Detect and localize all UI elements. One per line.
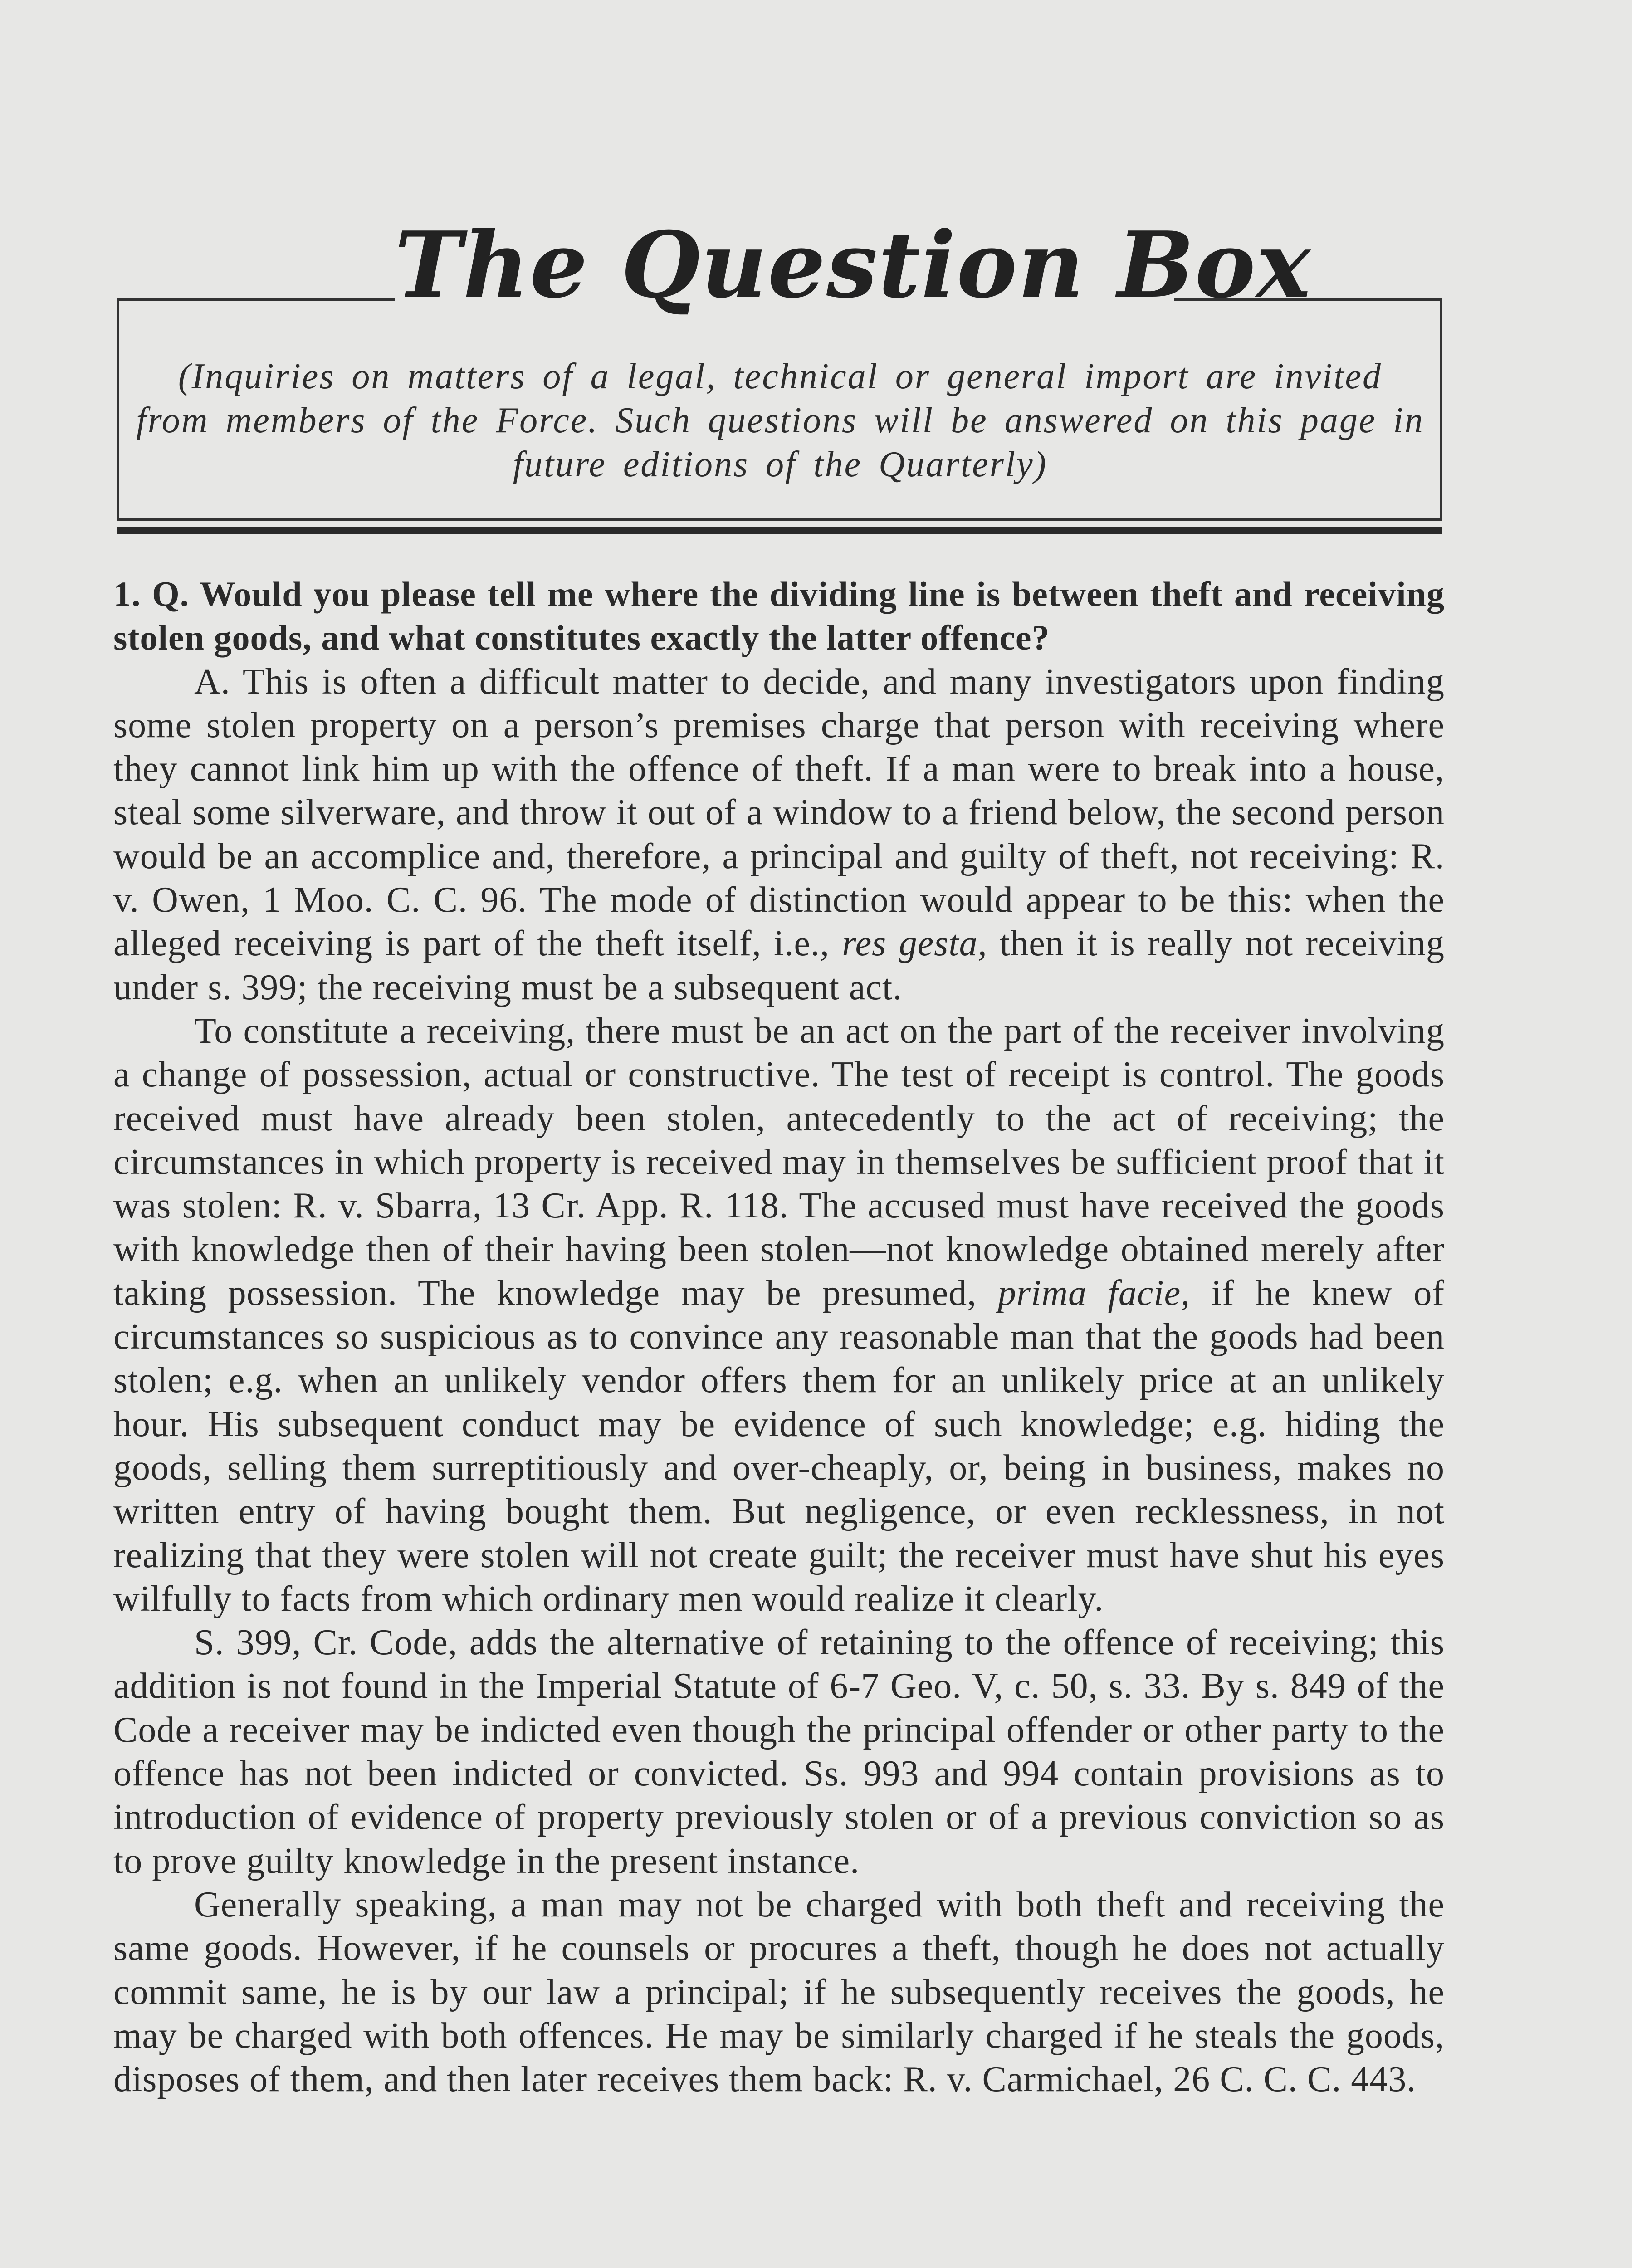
answer-p2-text-end: if he knew of circumstances so suspicious as to convince any reasonable man that the goods had been stolen; e.g. when an unlikely vendor offers them for an unlikely price at an unlikely hour. His subsequent conduct may be evidence of such knowledge; e.g. hiding the goods, selling them surreptitiously and over-cheaply, or, being in business, makes no written entry of having bought them. But negligence, or even recklessness, in not realizing that they were stolen will not create guilt; the receiver must have shut his eyes wilfully to facts from which ordinary men would realize it clearly. [113,1273,1445,1619]
answer-paragraph-3: S. 399, Cr. Code, adds the alternative of retaining to the offence of receiving; this addition is not found in the Imperial Statute of 6-7 Geo. V, c. 50, s. 33. By s. 849 of the Code a receiver may be indicted even though the principal offender or other party to the offence has not been indicted or convicted. Ss. 993 and 994 contain provisions as to introduction of evidence of property previously stolen or of a previous conviction so as to prove guilty knowledge in the present instance. [113,1623,1445,1881]
answer-paragraph-1 [113,660,1445,1009]
header-divider [117,527,1442,534]
article-body [113,572,1445,2101]
answer-paragraph-2 [113,1009,1445,1621]
intro-text: (Inquiries on matters of a legal, technical or general import are invited from members of the Force. Such questions will be answered on this page in future editions of the Quarterly) [136,357,1424,484]
page-title: The Question Box [395,212,1312,318]
question-text: 1. Q. Would you please tell me where the dividing line is between theft and receiving stolen goods, and what constitutes exactly the latter offence? [113,574,1445,658]
answer-p1-text: A. This is often a difficult matter to decide, and many investigators upon finding some stolen property on a person’s premises charge that person with receiving where they cannot link him up with the offence of theft. If a man were to break into a house, steal some silverware, and throw it out of a window to a friend below, the second person would be an accomplice and, therefore, a principal and guilty of theft, not receiving: R. v. Owen, 1 Moo. C. C. 96. The mode of distinction would appear to be this: when the alleged receiving is part of the theft itself, i.e., [113,661,1445,964]
answer-p1-italic: res gesta, [842,924,987,964]
answer-p2-text: To constitute a receiving, there must be an act on the part of the receiver involving a change of possession, actual or constructive. The test of receipt is control. The goods received must have already been stolen, antecedently to the act of receiving; the circumstances in which property is received may in themselves be sufficient proof that it was stolen: R. v. Sbarra, 13 Cr. App. R. 118. The accused must have received the goods with knowledge then of their having been stolen—not knowledge obtained merely after taking possession. The knowledge may be presumed, [113,1011,1445,1313]
answer-p1-text-end: then it is really not receiving under s. 399; the receiving must be a subsequent act. [113,924,1445,1007]
answer-paragraph-4: Generally speaking, a man may not be charged with both theft and receiving the same goods. However, if he counsels or procures a theft, though he does not actually commit same, he is by our law a principal; if he subsequently receives the goods, he may be charged with both offences. He may be similarly charged if he steals the goods, disposes of them, and then later receives them back: R. v. Carmichael, 26 C. C. C. 443. [113,1884,1445,2100]
answer-p2-italic: prima facie, [997,1273,1191,1313]
